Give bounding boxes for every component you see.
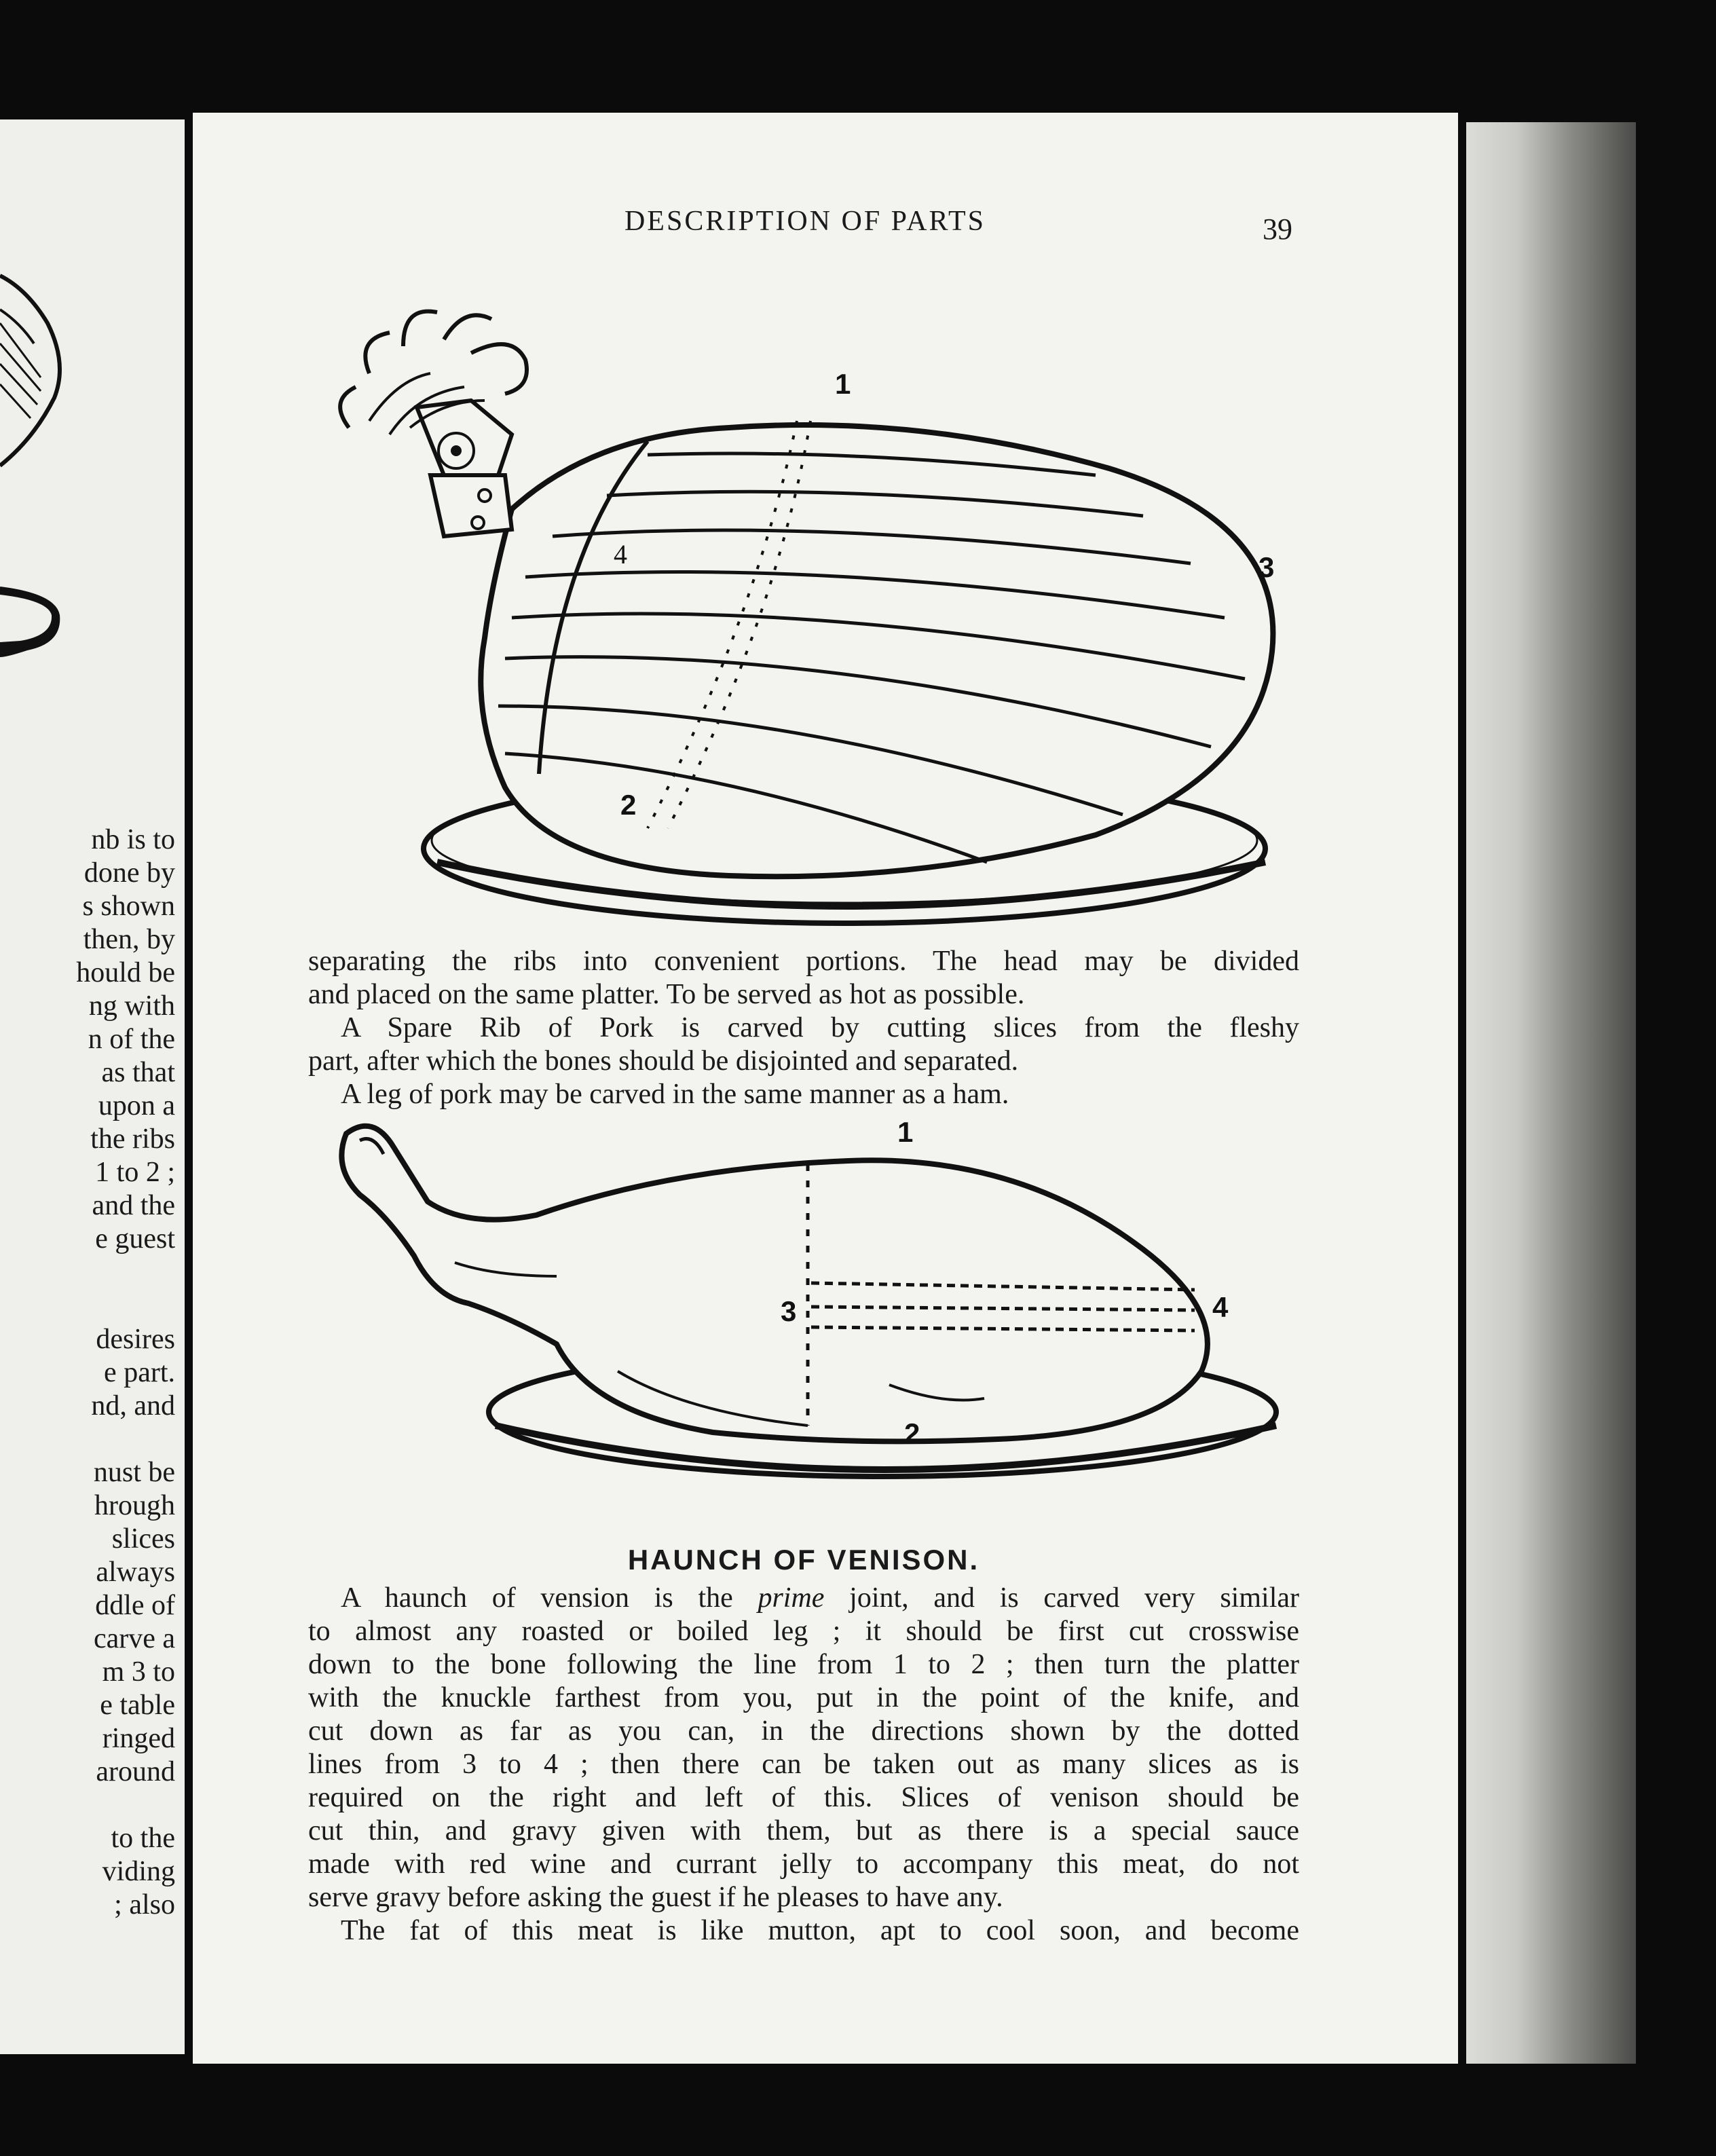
left-page xyxy=(0,119,185,2054)
text-line: serve gravy before asking the guest if he pleases to have any. xyxy=(308,1882,1003,1913)
text-line: part, after which the bones should be disjointed and separated. xyxy=(308,1045,1019,1077)
left-page-fragment: upon a xyxy=(98,1090,175,1121)
text-run: joint, and is carved very similar xyxy=(824,1582,1299,1614)
left-page-fragment: e table xyxy=(100,1690,175,1721)
venison-cut-label-1: 1 xyxy=(897,1116,914,1148)
emphasis-prime: prime xyxy=(758,1582,825,1614)
text-line: cut down as far as you can, in the directions shown by the dotted xyxy=(308,1715,1299,1747)
left-page-fragment: done by xyxy=(83,857,175,889)
text-line: down to the bone following the line from 1 to 2 ; then turn the platter xyxy=(308,1649,1299,1680)
left-page-fragment: hould be xyxy=(76,957,175,988)
ham-cut-label-3: 3 xyxy=(1258,551,1275,583)
text-line: and placed on the same platter. To be served as hot as possible. xyxy=(308,979,1025,1010)
text-line: cut thin, and gravy given with them, but as there is a special sauce xyxy=(308,1815,1299,1846)
left-page-fragment: and the xyxy=(92,1190,175,1221)
venison-carving-illustration xyxy=(333,1113,1283,1493)
venison-cut-label-2: 2 xyxy=(904,1417,920,1449)
text-line xyxy=(308,1582,1299,1615)
text-line: A Spare Rib of Pork is carved by cutting slices from the fleshy xyxy=(341,1012,1299,1043)
venison-haunch xyxy=(341,1126,1208,1442)
page-edge-stack xyxy=(1466,122,1636,2064)
left-page-fragment: always xyxy=(96,1557,175,1588)
left-page-fragment: ddle of xyxy=(95,1590,175,1621)
left-page-fragment: n of the xyxy=(88,1024,175,1055)
left-page-fragment: desires xyxy=(96,1324,175,1355)
left-page-fragment: ; also xyxy=(114,1889,175,1920)
left-page-fragment: ng with xyxy=(88,990,175,1022)
left-page-fragment: e guest xyxy=(95,1223,175,1254)
text-line: The fat of this meat is like mutton, apt to cool soon, and become xyxy=(341,1915,1299,1946)
text-line: lines from 3 to 4 ; then there can be taken out as many slices as is xyxy=(308,1749,1299,1780)
left-page-fragment: e part. xyxy=(104,1357,175,1388)
left-page-fragment: hrough xyxy=(94,1490,175,1521)
left-page-fragment: to the xyxy=(111,1823,175,1854)
left-page-fragment: nd, and xyxy=(91,1390,175,1421)
left-page-fragment: the ribs xyxy=(90,1123,175,1155)
text-run: A haunch of vension is the xyxy=(341,1582,758,1614)
venison-carving-text xyxy=(308,1582,1299,1948)
venison-cut-label-3: 3 xyxy=(781,1295,797,1327)
ham-cut-label-4: 4 xyxy=(614,539,627,570)
page-number: 39 xyxy=(1263,212,1292,246)
left-page-fragment: s shown xyxy=(82,891,175,922)
section-heading-haunch-of-venison: HAUNCH OF VENISON. xyxy=(627,1544,980,1576)
ham-bone-frill xyxy=(340,312,527,536)
text-line: separating the ribs into convenient portions. The head may be divided xyxy=(308,946,1299,977)
left-page-fragment: viding xyxy=(102,1856,175,1887)
text-line: required on the right and left of this. Slices of venison should be xyxy=(308,1782,1299,1813)
left-page-fragment: m 3 to xyxy=(102,1656,175,1688)
ham-body xyxy=(481,421,1273,876)
left-page-fragment: 1 to 2 ; xyxy=(95,1157,175,1188)
left-page-fragment: around xyxy=(96,1756,175,1787)
left-page-fragment: nb is to xyxy=(91,824,175,855)
venison-cut-label-4: 4 xyxy=(1212,1291,1229,1323)
ham-cut-label-2: 2 xyxy=(620,789,637,821)
ham-cut-label-1: 1 xyxy=(835,368,851,400)
left-page-fragment: then, by xyxy=(83,924,175,955)
left-page-text xyxy=(0,119,185,2054)
left-page-fragment: ringed xyxy=(102,1723,175,1754)
pork-carving-text xyxy=(308,945,1299,1111)
left-page-fragment: carve a xyxy=(93,1623,175,1654)
left-page-fragment: nust be xyxy=(93,1457,175,1488)
text-line: A leg of pork may be carved in the same manner as a ham. xyxy=(341,1079,1009,1110)
text-line: with the knuckle farthest from you, put in the point of the knife, and xyxy=(308,1682,1299,1713)
ham-carving-illustration xyxy=(308,299,1313,937)
left-page-fragment: slices xyxy=(111,1523,175,1555)
running-head: DESCRIPTION OF PARTS xyxy=(624,206,986,237)
left-page-fragment: as that xyxy=(101,1057,175,1088)
text-line: to almost any roasted or boiled leg ; it should be first cut crosswise xyxy=(308,1616,1299,1647)
text-line: made with red wine and currant jelly to accompany this meat, do not xyxy=(308,1848,1299,1880)
